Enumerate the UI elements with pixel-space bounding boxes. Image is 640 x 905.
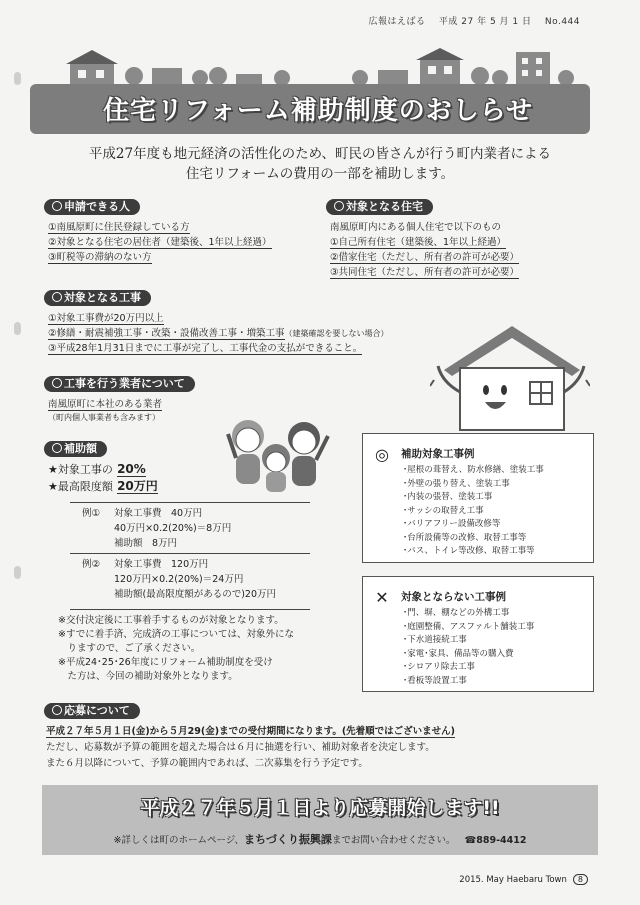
- list-item: ②借家住宅（ただし、所有者の許可が必要）: [330, 252, 520, 263]
- list-item: ･サッシの取替え工事: [403, 505, 484, 516]
- issue-number: No.444: [544, 17, 580, 27]
- list-item: ･看板等設置工事: [403, 675, 467, 686]
- binder-hole: [14, 322, 21, 335]
- list-item: ･屋根の葺替え、防水修繕、塗装工事: [403, 465, 544, 475]
- double-circle-icon: ◎: [375, 445, 389, 464]
- contact-suffix: までお問い合わせください。: [331, 835, 456, 846]
- application-line: また６月以降について、予算の範囲内であれば、二次募集を行う予定です。: [46, 758, 368, 769]
- housing-intro: 南風原町内にある個人住宅で以下のもの: [330, 222, 502, 233]
- binder-hole: [14, 72, 21, 85]
- calculation-examples: [70, 502, 310, 610]
- example-calc: 120万円×0.2(20%)＝24万円: [114, 574, 244, 585]
- contractor-note: （町内個人事業者も含みます）: [48, 413, 160, 422]
- section-label-text: 対象となる住宅: [346, 200, 423, 213]
- list-item: ･バリアフリー設備改修等: [403, 519, 501, 529]
- lead-line: 住宅リフォームの費用の一部を補助します。: [185, 166, 455, 182]
- cross-icon: ✕: [375, 588, 389, 607]
- list-item: ･バス、トイレ等改修、取替工事等: [403, 546, 535, 556]
- eligible-works-box: [362, 433, 594, 563]
- example-result: 補助額 8万円: [114, 538, 178, 549]
- list-item: ･下水道接続工事: [403, 635, 467, 645]
- box-title: 対象とならない工事例: [401, 591, 506, 603]
- list-item: ･台所設備等の改修、取替工事等: [403, 532, 527, 543]
- section-label-contractor: [44, 376, 195, 392]
- section-label-text: 応募について: [64, 704, 130, 717]
- house-character-illustration: [430, 322, 590, 432]
- contact-prefix: ※詳しくは町のホームページ、: [113, 835, 245, 846]
- list-item: ･家電･家具、備品等の購入費: [403, 648, 514, 659]
- notes: [58, 614, 338, 684]
- circle-icon: [52, 378, 62, 388]
- page-title: 住宅リフォーム補助制度のおしらせ: [103, 96, 533, 126]
- note-line: ※交付決定後に工事着手するものが対象となります。: [58, 615, 284, 626]
- list-item: ③共同住宅（ただし、所有者の許可が必要）: [330, 267, 520, 278]
- binder-hole: [14, 566, 21, 579]
- divider: [70, 553, 310, 554]
- banner-headline: 平成２７年５月１日より応募開始します!!: [140, 797, 500, 819]
- section-label-text: 補助額: [64, 442, 97, 455]
- section-label-text: 工事を行う業者について: [64, 377, 185, 390]
- section-label-subsidy: [44, 441, 107, 457]
- section-label-application: [44, 703, 140, 719]
- example-cost: 対象工事費 40万円: [114, 508, 203, 519]
- contact-department: まちづくり振興課: [244, 833, 332, 846]
- example-calc: 40万円×0.2(20%)＝8万円: [114, 523, 232, 534]
- section-label-applicant: [44, 199, 140, 215]
- section-label-works: [44, 290, 151, 306]
- circle-icon: [52, 292, 62, 302]
- list-item: ①自己所有住宅（建築後、1年以上経過）: [330, 237, 507, 248]
- example-cost: 対象工事費 120万円: [114, 559, 209, 570]
- page-header: [359, 14, 580, 27]
- application-line: ただし、応募数が予算の範囲を超えた場合は６月に抽選を行い、補助対象者を決定します。: [46, 742, 435, 753]
- footer-text: 2015. May Haebaru Town: [459, 875, 567, 885]
- note-line: ※すでに着手済、完成済の工事については、対象外にな: [58, 629, 295, 640]
- application-text: [46, 724, 455, 772]
- note-line: りますので、ご了承ください。: [58, 643, 201, 654]
- subsidy-rate-value: 20%: [117, 462, 146, 476]
- list-item: ③平成28年1月31日までに工事が完了し、工事代金の支払ができること。: [48, 343, 363, 354]
- example-result: 補助額(最高限度額があるので)20万円: [114, 589, 277, 600]
- publication-name: 広報はえばる: [368, 17, 426, 27]
- lead-text: [40, 144, 600, 184]
- circle-icon: [52, 443, 62, 453]
- circle-icon: [334, 201, 344, 211]
- example-number: 例①: [82, 508, 101, 519]
- start-banner: [42, 785, 598, 855]
- application-period: 平成２７年５月１日(金)から５月29(金)までの受付期間になります。(先着順ではございません): [46, 726, 456, 737]
- circle-icon: [52, 201, 62, 211]
- list-item: ･シロアリ除去工事: [403, 662, 475, 672]
- subsidy-summary: [48, 461, 158, 495]
- example-number: 例②: [82, 559, 101, 570]
- list-item-note: （建築確認を要しない場合）: [284, 329, 389, 338]
- subsidy-rate-label: ★対象工事の: [48, 463, 113, 476]
- applicant-list: [48, 220, 272, 265]
- eligible-works-list: [403, 464, 544, 559]
- issue-date: 平成 27 年 5 月 1 日: [438, 17, 532, 27]
- housing-list: [330, 220, 519, 280]
- section-label-housing: [326, 199, 433, 215]
- contact-line: [42, 831, 598, 847]
- box-title: 補助対象工事例: [401, 448, 475, 460]
- contractor-text: [48, 397, 162, 424]
- ineligible-works-list: [403, 607, 534, 688]
- note-line: た方は、今回の補助対象外となります。: [58, 671, 238, 682]
- contact-phone: ☎889-4412: [464, 835, 527, 846]
- circle-icon: [52, 705, 62, 715]
- list-item: ②対象となる住宅の居住者（建築後、1年以上経過）: [48, 237, 272, 248]
- list-item: ②修繕・耐震補強工事・改築・設備改善工事・増築工事: [48, 328, 285, 339]
- page-footer: [459, 874, 588, 885]
- note-line: ※平成24･25･26年度にリフォーム補助制度を受け: [58, 657, 273, 668]
- list-item: ①対象工事費が20万円以上: [48, 313, 164, 324]
- subsidy-max-value: 20万円: [117, 479, 158, 493]
- list-item: ･外壁の張り替え、塗装工事: [403, 478, 510, 489]
- list-item: ①南風原町に住民登録している方: [48, 222, 190, 233]
- section-label-text: 申請できる人: [64, 200, 130, 213]
- list-item: ③町税等の滞納のない方: [48, 252, 152, 263]
- list-item: ･内装の張替、塗装工事: [403, 492, 493, 502]
- ineligible-works-box: [362, 576, 594, 692]
- page-number: 8: [573, 874, 588, 885]
- list-item: ･庭園整備、アスファルト舗装工事: [403, 621, 535, 632]
- lead-line: 平成27年度も地元経済の活性化のため、町民の皆さんが行う町内業者による: [88, 146, 552, 162]
- section-label-text: 対象となる工事: [64, 291, 141, 304]
- list-item: ･門、塀、棚などの外構工事: [403, 608, 510, 618]
- works-list: [48, 311, 389, 356]
- family-illustration: [222, 414, 334, 494]
- contractor-line: 南風原町に本社のある業者: [48, 399, 163, 410]
- subsidy-max-label: ★最高限度額: [48, 480, 113, 493]
